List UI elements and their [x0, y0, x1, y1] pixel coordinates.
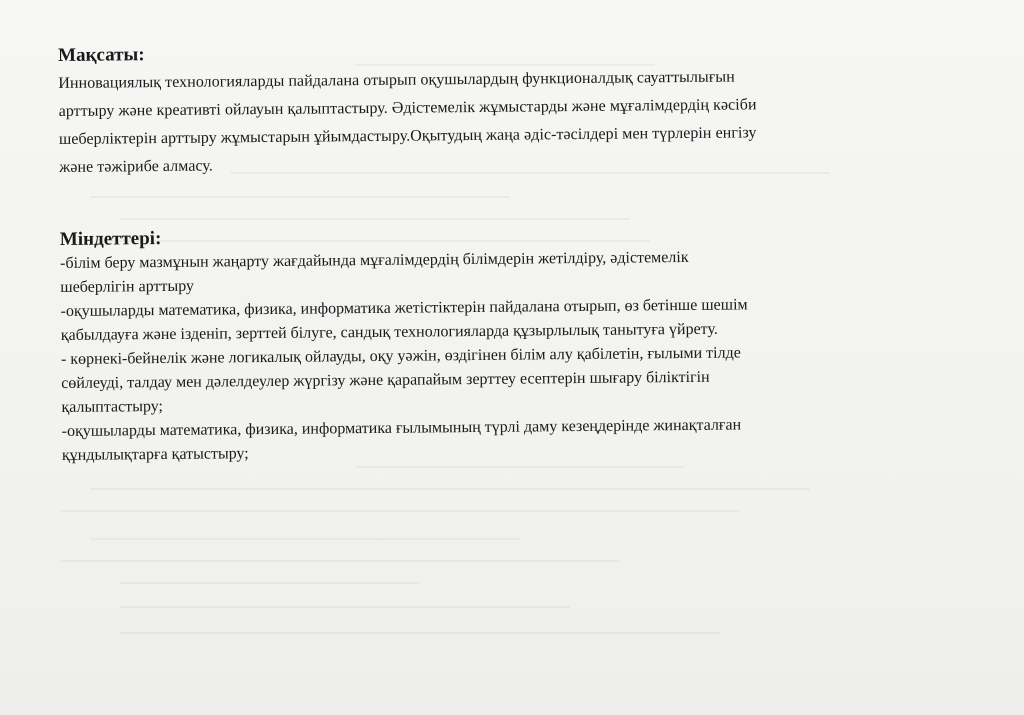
task-item [60, 243, 960, 300]
task-line: шеберлігін арттыру [60, 277, 195, 296]
task-line: -оқушыларды математика, физика, информатика ғылымының түрлі даму кезеңдерінде жинақталған [61, 416, 742, 440]
task-line: -оқушыларды математика, физика, информатика жетістіктерін пайдалана отырып, өз бетінше шешім [60, 296, 748, 320]
tasks-heading: Міндеттері: [59, 228, 162, 250]
goals-line: Инновациялық технологияларды пайдалана отырып оқушылардың функционалдық сауаттылығын [58, 68, 735, 92]
document-body [58, 35, 962, 468]
tasks-section [60, 219, 962, 468]
task-item [62, 411, 962, 468]
goals-line: шеберліктерін арттыру жұмыстарын ұйымдастыру.Оқытудың жаңа әдіс-тәсілдері мен түрлерін енгізу [58, 124, 757, 148]
task-line: сөйлеуді, талдау мен дәлелдеулер жүргізу және қарапайым зерттеу есептерін шығару біліктігін [61, 368, 710, 392]
goals-paragraph [58, 61, 959, 182]
goals-line: арттыру және креативті ойлауын қалыптастыру. Әдістемелік жұмыстарды және мұғалімдердің кәсіби [58, 96, 757, 120]
task-item [60, 291, 960, 348]
task-item [61, 339, 962, 420]
task-line: қабылдауға және ізденіп, зерттей білуге, сандық технологияларда құзырлылық танытуға үйрету. [60, 320, 718, 344]
goals-line: және тәжірибе алмасу. [59, 157, 213, 176]
task-line: -білім беру мазмұнын жаңарту жағдайында мұғалімдердің білімдерін жетілдіру, әдістемелік [60, 248, 689, 272]
task-line: құндылықтарға қатыстыру; [61, 445, 249, 464]
task-line: қалыптастыру; [61, 398, 164, 416]
goals-section [58, 35, 959, 182]
task-line: - көрнекі-бейнелік және логикалық ойлауды, оқу уәжін, өздігінен білім алу қабілетін, ғылыми тілде [60, 344, 741, 368]
goals-heading: Мақсаты: [58, 44, 145, 66]
